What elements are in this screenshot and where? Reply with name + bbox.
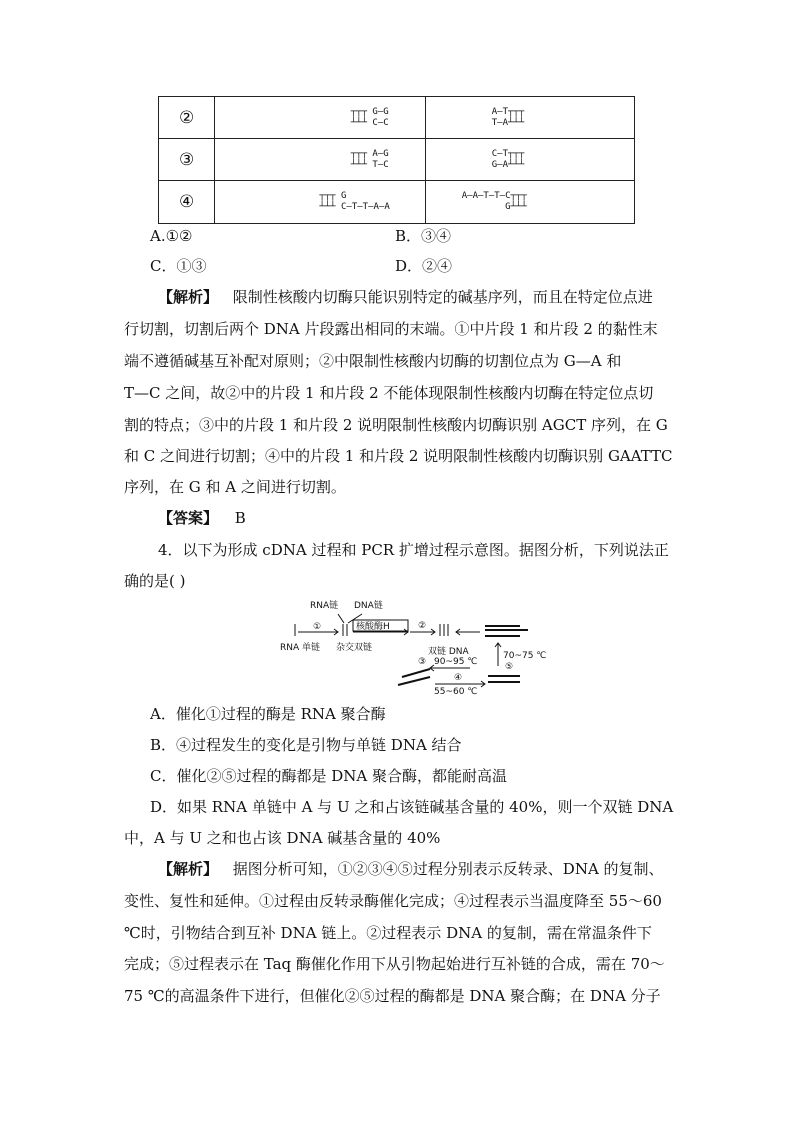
answer-value: B xyxy=(234,509,246,527)
analysis-line: 和 C 之间进行切割；④中的片段 1 和片段 2 说明限制性核酸内切酶识别 GAATTC xyxy=(124,447,673,465)
primer-strand-b xyxy=(398,677,430,685)
temp-4-label: 55~60 ℃ xyxy=(434,687,478,697)
option-a: A.①② xyxy=(150,227,193,245)
step-3-label: ③ xyxy=(418,657,427,667)
fragment-1 xyxy=(215,181,425,224)
nuclease-label: 核酸酶H xyxy=(356,622,390,632)
analysis-tag: 【解析】 xyxy=(158,860,219,878)
analysis-line: 75 ℃的高温条件下进行，但催化②⑤过程的酶都是 DNA 聚合酶；在 DNA 分子 xyxy=(124,987,661,1005)
analysis-line: 行切割，切割后两个 DNA 片段露出相同的末端。①中片段 1 和片段 2 的黏性末 xyxy=(124,320,658,338)
analysis-line: 【解析】 据图分析可知，①②③④⑤过程分别表示反转录、DNA 的复制、 xyxy=(158,860,664,878)
analysis-line: 割的特点；③中的片段 1 和片段 2 说明限制性核酸内切酶识别 AGCT 序列，在 G xyxy=(124,416,668,434)
dna-chain-label: DNA链 xyxy=(354,601,383,611)
analysis-line: 【解析】 限制性核酸内切酶只能识别特定的碱基序列，而且在特定位点进 xyxy=(158,288,653,306)
answer-line xyxy=(158,509,246,527)
sequence: A—T┬┬┬ T—A┴┴┴ xyxy=(491,106,525,128)
fragment-2 xyxy=(425,139,634,181)
temp-5-label: 70~75 ℃ xyxy=(503,651,547,661)
question-4: 4．以下为形成 cDNA 过程和 PCR 扩增过程示意图。据图分析，下列说法正 xyxy=(158,541,669,559)
rna-chain-label: RNA链 xyxy=(310,601,339,611)
rna-pointer xyxy=(338,614,344,623)
option-c: C．①③ xyxy=(150,257,207,275)
row-number: ③ xyxy=(159,139,215,181)
fragment-2 xyxy=(425,181,634,224)
step-1-label: ① xyxy=(313,622,322,632)
sequence: C—T┬┬┬ G—A┴┴┴ xyxy=(491,148,525,170)
analysis-line: 完成；⑤过程表示在 Taq 酶催化作用下从引物起始进行互补链的合成，需在 70～ xyxy=(124,955,665,973)
primer-strand-a xyxy=(402,669,430,677)
analysis-line: 序列，在 G 和 A 之间进行切割。 xyxy=(124,478,346,496)
option-c: C．催化②⑤过程的酶都是 DNA 聚合酶，都能耐高温 xyxy=(150,767,507,785)
analysis-line: 变性、复性和延伸。①过程由反转录酶催化完成；④过程表示当温度降至 55～60 xyxy=(124,892,662,910)
sequence: ┬┬┬ A—G ┴┴┴ T—C xyxy=(350,148,389,170)
rna-single-label: RNA 单链 xyxy=(280,643,321,653)
step-4-label: ④ xyxy=(454,673,463,683)
row-number: ④ xyxy=(159,181,215,224)
option-d: D．如果 RNA 单链中 A 与 U 之和占该链碱基含量的 40%，则一个双链 DNA xyxy=(150,798,674,816)
fragment-2 xyxy=(425,97,634,139)
fragment-1 xyxy=(215,97,425,139)
hybrid-label: 杂交双链 xyxy=(336,643,373,653)
option-d: D．②④ xyxy=(395,257,453,275)
answer-tag: 【答案】 xyxy=(158,509,219,527)
option-a: A．催化①过程的酶是 RNA 聚合酶 xyxy=(150,705,386,723)
question-4-cont: 确的是( ) xyxy=(124,572,186,590)
temp-3-label: 90~95 ℃ xyxy=(434,657,478,667)
analysis-line: 端不遵循碱基互补配对原则；②中限制性核酸内切酶的切割位点为 G—A 和 xyxy=(124,352,622,370)
cdna-pcr-diagram xyxy=(280,596,547,697)
option-d-cont: 中，A 与 U 之和也占该 DNA 碱基含量的 40% xyxy=(124,829,441,847)
sequence: ┬┬┬ G—G ┴┴┴ C—C xyxy=(350,106,389,128)
table-row xyxy=(159,97,635,139)
analysis-line: T—C 之间，故②中的片段 1 和片段 2 不能体现限制性核酸内切酶在特定位点切 xyxy=(124,384,654,402)
analysis-tag: 【解析】 xyxy=(158,288,219,306)
fragment-1 xyxy=(215,139,425,181)
row-number: ② xyxy=(159,97,215,139)
sequence: A—A—T—T—C┬┬┬ G┴┴┴ xyxy=(461,191,527,212)
ds-dna-label: 双链 DNA xyxy=(428,647,469,657)
table-row xyxy=(159,139,635,181)
analysis-line: ℃时，引物结合到互补 DNA 链上。②过程表示 DNA 的复制，需在常温条件下 xyxy=(124,924,652,942)
option-b: B．④过程发生的变化是引物与单链 DNA 结合 xyxy=(150,736,462,754)
sticky-ends-table xyxy=(158,96,635,224)
sequence: ┬┬┬ G ┴┴┴ C—T—T—A—A xyxy=(319,191,390,212)
option-b: B．③④ xyxy=(395,227,452,245)
table-row xyxy=(159,181,635,224)
step-5-label: ⑤ xyxy=(505,662,514,672)
step-2-label: ② xyxy=(418,621,427,631)
